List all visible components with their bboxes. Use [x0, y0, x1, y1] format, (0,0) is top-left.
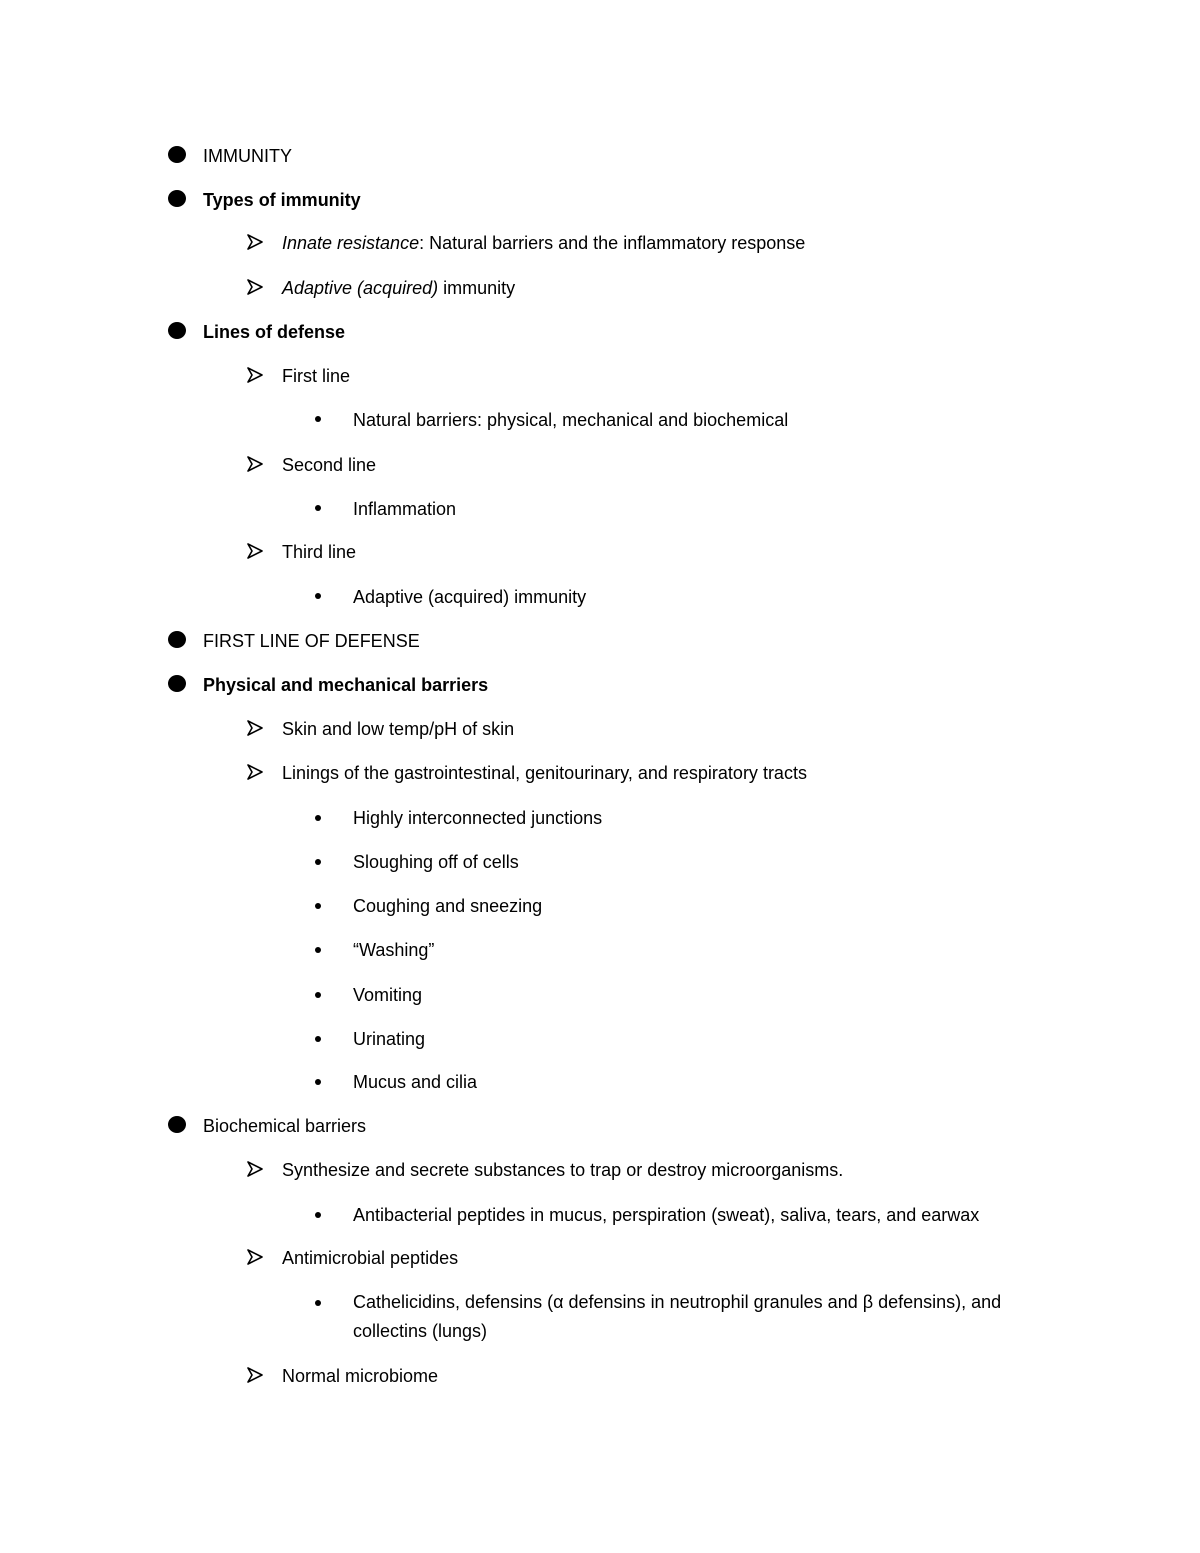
list-item-microbiome: Normal microbiome — [282, 1366, 439, 1386]
list-item-skin: Skin and low temp/pH of skin — [282, 719, 515, 739]
adaptive-term: Adaptive (acquired) — [282, 278, 439, 298]
arrowhead-bullet-icon — [246, 1160, 264, 1178]
arrowhead-bullet-icon — [246, 233, 264, 251]
small-dot-bullet — [315, 947, 321, 953]
list-item-natural-barriers: Natural barriers: physical, mechanical and biochemical — [353, 410, 789, 430]
small-dot-bullet — [315, 815, 321, 821]
arrowhead-bullet-icon — [246, 763, 264, 781]
list-item-cathelicidins: Cathelicidins, defensins (α defensins in neutrophil granules and β defensins), and collectins (lungs) — [353, 1292, 1002, 1341]
list-item-mucus: Mucus and cilia — [353, 1072, 478, 1092]
filled-circle-bullet — [168, 322, 186, 339]
arrowhead-bullet-icon — [246, 542, 264, 560]
heading-lines-of-defense: Lines of defense — [203, 322, 346, 342]
heading-biochemical: Biochemical barriers — [203, 1116, 367, 1136]
filled-circle-bullet — [168, 1116, 186, 1133]
filled-circle-bullet — [168, 675, 186, 692]
small-dot-bullet — [315, 505, 321, 511]
arrowhead-bullet-icon — [246, 1248, 264, 1266]
small-dot-bullet — [315, 1300, 321, 1306]
small-dot-bullet — [315, 992, 321, 998]
arrowhead-bullet-icon — [246, 719, 264, 737]
list-item-washing: “Washing” — [353, 940, 435, 960]
list-item-second-line: Second line — [282, 455, 377, 475]
list-item-antimicrobial: Antimicrobial peptides — [282, 1248, 459, 1268]
list-item-urinating: Urinating — [353, 1029, 426, 1049]
adaptive-description: immunity — [438, 278, 516, 298]
list-item-adaptive-immunity: Adaptive (acquired) immunity — [353, 587, 587, 607]
list-item-first-line: First line — [282, 366, 351, 386]
list-item-linings: Linings of the gastrointestinal, genitourinary, and respiratory tracts — [282, 763, 807, 783]
arrowhead-bullet-icon — [246, 366, 264, 384]
small-dot-bullet — [315, 859, 321, 865]
heading-immunity: IMMUNITY — [203, 146, 292, 166]
innate-term: Innate resistance — [282, 233, 420, 253]
list-item-third-line: Third line — [282, 542, 357, 562]
arrowhead-bullet-icon — [246, 278, 264, 296]
arrowhead-bullet-icon — [246, 1366, 264, 1384]
small-dot-bullet — [315, 416, 321, 422]
list-item-innate — [282, 231, 805, 255]
heading-first-line-of-defense: FIRST LINE OF DEFENSE — [203, 631, 420, 651]
list-item-junctions: Highly interconnected junctions — [353, 808, 603, 828]
list-item-vomiting: Vomiting — [353, 985, 423, 1005]
small-dot-bullet — [315, 593, 321, 599]
small-dot-bullet — [315, 1036, 321, 1042]
innate-description: : Natural barriers and the inflammatory response — [419, 233, 806, 253]
list-item-synthesize: Synthesize and secrete substances to trap or destroy microorganisms. — [282, 1160, 844, 1180]
filled-circle-bullet — [168, 190, 186, 207]
filled-circle-bullet — [168, 146, 186, 163]
list-item-adaptive — [282, 276, 515, 300]
heading-physical-mechanical: Physical and mechanical barriers — [203, 675, 489, 695]
list-item-inflammation: Inflammation — [353, 499, 457, 519]
small-dot-bullet — [315, 903, 321, 909]
small-dot-bullet — [315, 1079, 321, 1085]
arrowhead-bullet-icon — [246, 455, 264, 473]
small-dot-bullet — [315, 1212, 321, 1218]
list-item-sloughing: Sloughing off of cells — [353, 852, 519, 872]
list-item-antibacterial: Antibacterial peptides in mucus, perspiration (sweat), saliva, tears, and earwax — [353, 1205, 980, 1225]
heading-types-of-immunity: Types of immunity — [203, 190, 361, 210]
list-item-coughing: Coughing and sneezing — [353, 896, 543, 916]
filled-circle-bullet — [168, 631, 186, 648]
